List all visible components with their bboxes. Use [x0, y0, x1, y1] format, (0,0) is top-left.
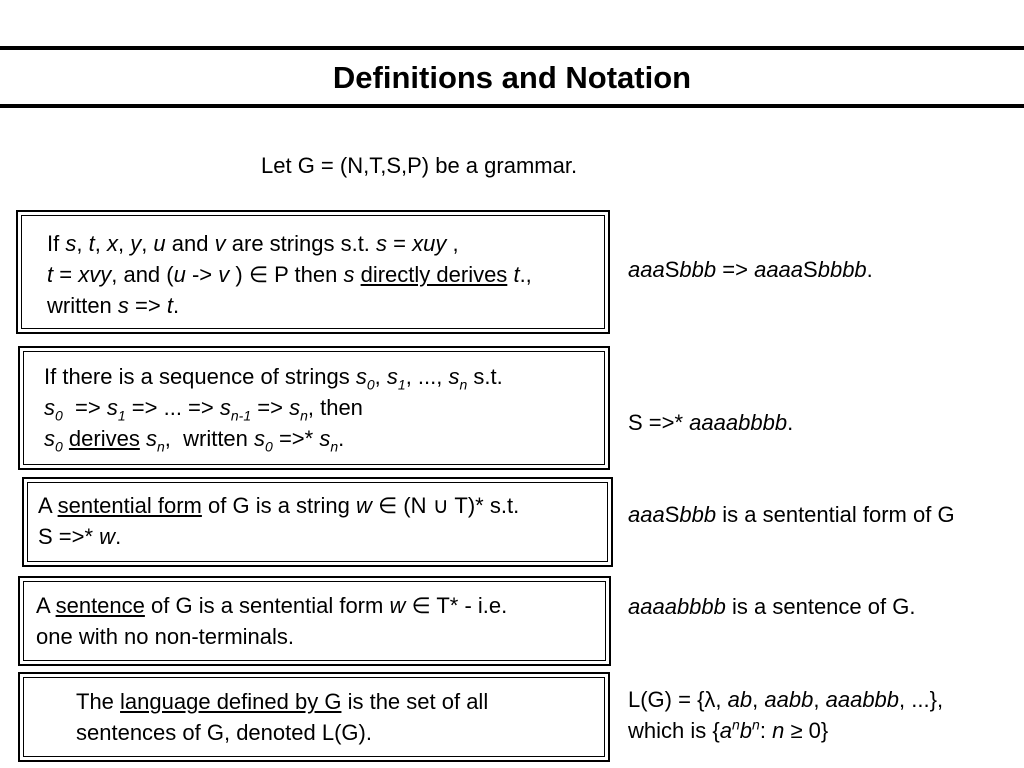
def1-line1: If s, t, x, y, u and v are strings s.t. s = xuy ,	[47, 231, 459, 256]
def3-line2: S =>* w.	[38, 524, 122, 549]
def5-line1: The language defined by G is the set of all	[76, 689, 489, 714]
ex5-line2: which is {$a^nb^n$: n ≥ 0}	[628, 716, 829, 743]
def2-line1: If there is a sequence of strings $s_0$, $s_1$, ..., $s_n$ s.t.	[44, 364, 503, 393]
definition-sentence-text	[36, 590, 507, 652]
top-rule	[0, 46, 1024, 50]
page-title: Definitions and Notation	[332, 60, 692, 95]
term-language-defined: language defined by G	[120, 689, 342, 714]
definition-derives-text	[44, 361, 503, 454]
def4-line1: A sentence of G is a sentential form w ∈ T* - i.e.	[36, 593, 508, 618]
definition-directly-derives-text	[47, 228, 532, 321]
def2-line3: $s_0$ derives $s_n$, written $s_0$ =>* $s_n$.	[44, 426, 345, 455]
term-directly-derives: directly derives	[360, 262, 508, 287]
def2-line2: $s_0 => s_1$ => ... => $s_{n-1} => s_n$, then	[44, 395, 363, 424]
term-derives: derives	[68, 426, 140, 451]
def1-line2: t = xvy, and (u -> v ) ∈ P then s directly derives t.,	[47, 262, 532, 287]
definition-language-text	[76, 686, 488, 748]
example-sentence: aaaabbbb is a sentence of G.	[628, 594, 916, 619]
ex5-line1: L(G) = {λ, ab, aabb, aaabbb, ...},	[628, 687, 944, 712]
definition-sentential-form-text	[38, 490, 519, 552]
example-directly-derives: aaaSbbb => aaaaSbbbb.	[628, 257, 873, 282]
def1-line3: written s => t.	[47, 293, 180, 318]
def5-line2: sentences of G, denoted L(G).	[76, 720, 372, 745]
example-sentential-form: aaaSbbb is a sentential form of G	[628, 502, 955, 527]
example-language	[628, 684, 943, 746]
term-sentence: sentence	[55, 593, 145, 618]
example-derives: S =>* aaaabbbb.	[628, 410, 794, 435]
def4-line2: one with no non-terminals.	[36, 624, 295, 649]
intro-text: Let G = (N,T,S,P) be a grammar.	[261, 153, 578, 178]
term-sentential-form: sentential form	[57, 493, 202, 518]
bottom-rule	[0, 104, 1024, 108]
def3-line1: A sentential form of G is a string w ∈ (N ∪ T)* s.t.	[38, 493, 520, 518]
